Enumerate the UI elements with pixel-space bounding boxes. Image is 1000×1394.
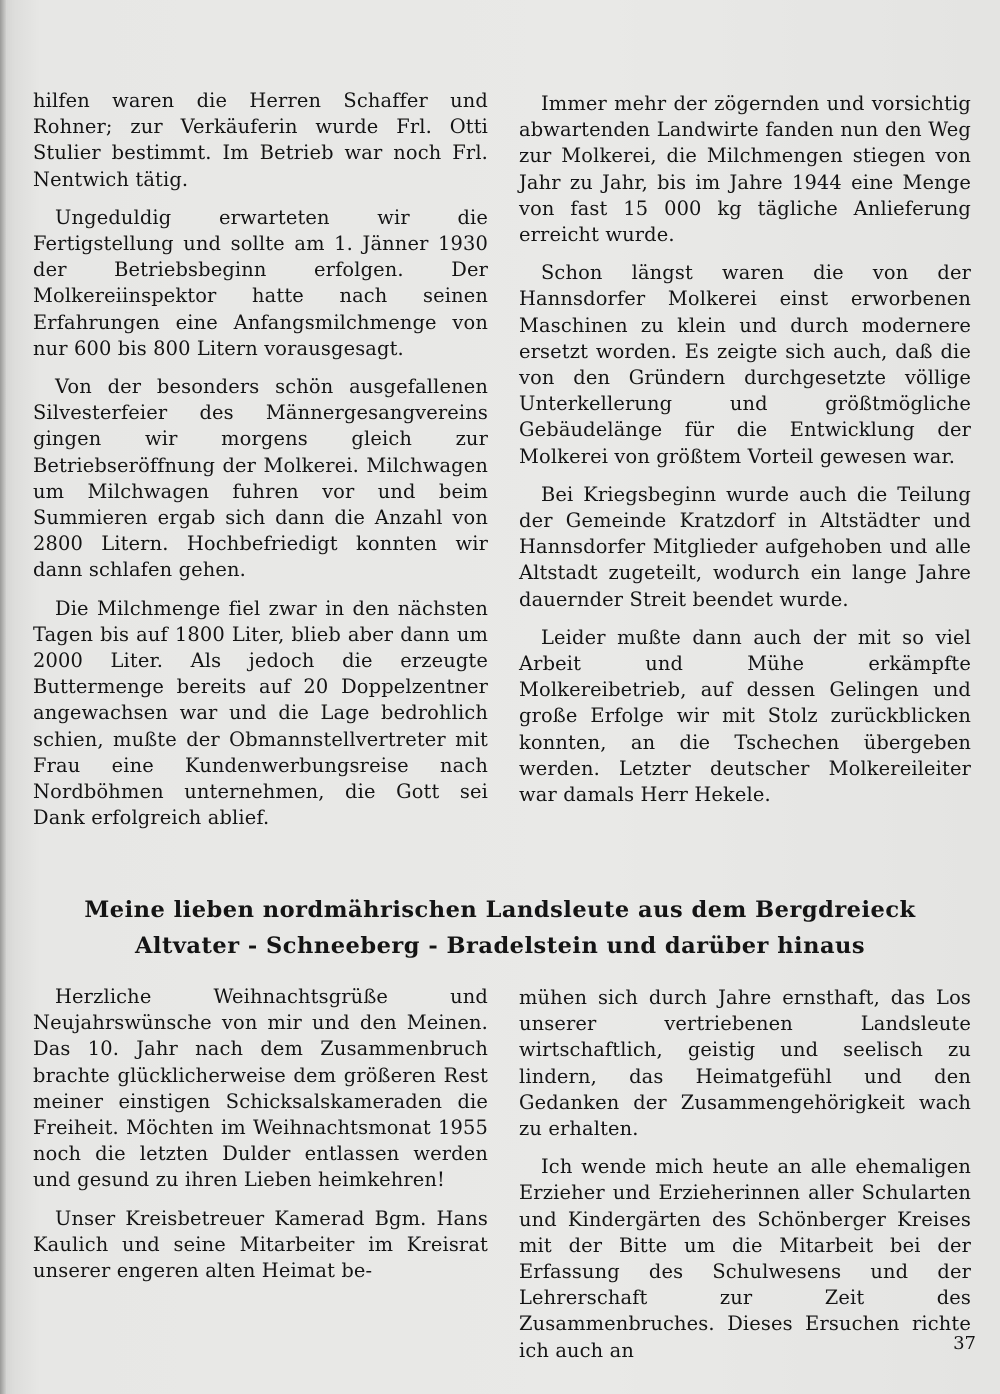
heading-line-1: Meine lieben nordmährischen Landsleute aus dem Bergdreieck [84,897,916,923]
paragraph: Von der besonders schön ausgefallenen Silvesterfeier des Männergesangvereins gingen wir morgens gleich zur Betriebseröffnung der Molkerei. Milchwagen um Milchwagen fuhren vor und beim Summieren ergab sich dann die Anzahl von 2800 Litern. Hochbefriedigt konnten wir dann schlafen gehen. [33,375,488,582]
paragraph: Ungeduldig erwarteten wir die Fertigstellung und sollte am 1. Jänner 1930 der Betriebsbeginn erfolgen. Der Molkereiinspektor hatte nach seinen Erfahrungen eine Anfangsmilchmenge von nur 600 bis 800 Litern vorausgesagt. [33,205,488,360]
heading-line-2: Altvater - Schneeberg - Bradelstein und darüber hinaus [134,933,866,959]
paragraph: Unser Kreisbetreuer Kamerad Bgm. Hans Kaulich und seine Mitarbeiter im Kreisrat unserer engeren alten Heimat be- [33,1206,488,1283]
paragraph: mühen sich durch Jahre ernsthaft, das Los unserer vertriebenen Landsleute wirtschaftlich, geistig und seelisch zu lindern, das Heimatgefühl und den Gedanken der Zusammengehörigkeit wach zu erhalten. [519,986,971,1141]
bottom-right-column [519,985,971,1376]
page-number: 37 [953,1333,976,1354]
paragraph: Schon längst waren die von der Hannsdorfer Molkerei einst erworbenen Maschinen zu klein und durch modernere ersetzt worden. Es zeigte sich auch, daß die von den Gründern durchgesetzte völlige Unterkellerung und größtmögliche Gebäudelänge für die Entwicklung der Molkerei von größtem Vorteil gewesen war. [519,261,971,468]
paragraph: hilfen waren die Herren Schaffer und Rohner; zur Verkäuferin wurde Frl. Otti Stulier bestimmt. Im Betrieb war noch Frl. Nentwich tätig. [33,89,488,191]
article-heading [40,892,960,964]
paragraph: Herzliche Weihnachtsgrüße und Neujahrswünsche von mir und den Meinen. Das 10. Jahr nach dem Zusammenbruch brachte glücklicherweise dem größeren Rest meiner einstigen Schicksalskameraden die Freiheit. Möchten im Weihnachtsmonat 1955 noch die letzten Dulder entlassen werden und gesund zu ihren Lieben heimkehren! [33,985,488,1192]
bottom-left-column [33,984,488,1296]
paragraph: Bei Kriegsbeginn wurde auch die Teilung der Gemeinde Kratzdorf in Altstädter und Hannsdorfer Mitglieder aufgehoben und alle Altstadt zugeteilt, wodurch ein lange Jahre dauernder Streit beendet wurde. [519,482,971,611]
top-right-column [519,91,971,820]
book-spine-shadow [0,0,6,1394]
paragraph: Die Milchmenge fiel zwar in den nächsten Tagen bis auf 1800 Liter, blieb aber dann um 2000 Liter. Als jedoch die erzeugte Buttermenge bereits auf 20 Doppelzentner angewachsen war und die Lage bedrohlich schien, mußte der Obmannstellvertreter mit Frau eine Kundenwerbungsreise nach Nordböhmen unternehmen, die Gott sei Dank erfolgreich ablief. [33,596,488,830]
paragraph: Immer mehr der zögernden und vorsichtig abwartenden Landwirte fanden nun den Weg zur Molkerei, die Milchmengen stiegen von Jahr zu Jahr, bis im Jahre 1944 eine Menge von fast 15 000 kg tägliche Anlieferung erreicht wurde. [519,92,971,247]
top-left-column [33,88,488,843]
paragraph: Ich wende mich heute an alle ehemaligen Erzieher und Erzieherinnen aller Schularten und Kindergärten des Schönberger Kreises mit der Bitte um die Mitarbeit bei der Erfassung des Schulwesens und der Lehrerschaft zur Zeit des Zusammenbruches. Dieses Ersuchen richte ich auch an [519,1155,971,1362]
paragraph: Leider mußte dann auch der mit so viel Arbeit und Mühe erkämpfte Molkereibetrieb, auf dessen Gelingen und große Erfolge wir mit Stolz zurückblicken konnten, an die Tschechen übergeben werden. Letzter deutscher Molkereileiter war damals Herr Hekele. [519,625,971,807]
